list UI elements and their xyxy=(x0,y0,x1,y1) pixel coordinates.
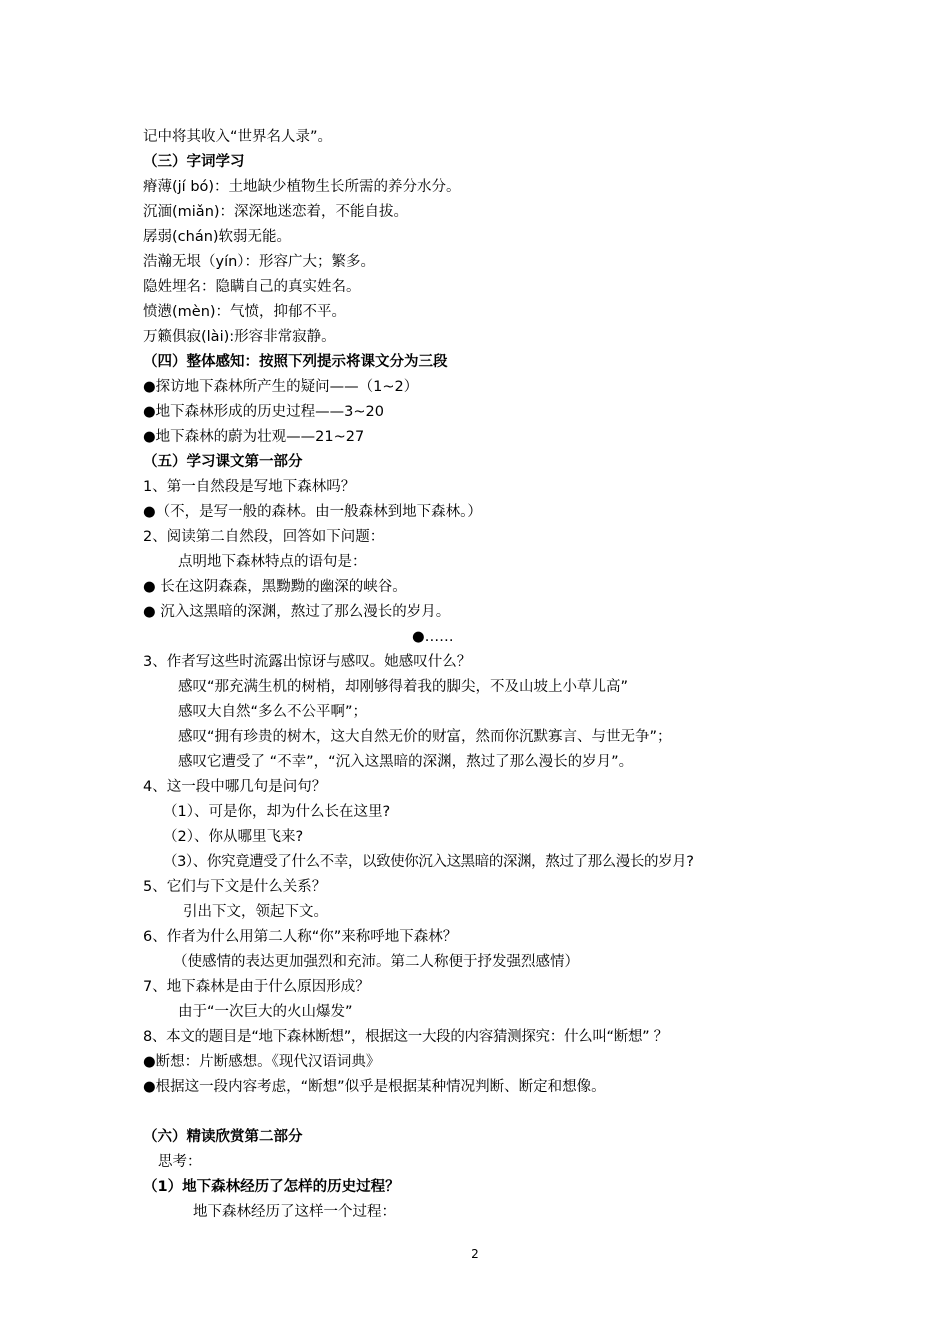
vocab-item: 万籁俱寂(lài):形容非常寂静。 xyxy=(143,329,336,345)
question: 7、地下森林是由于什么原因形成？ xyxy=(143,979,370,995)
bullet-item: ●探访地下森林所产生的疑问——（1~2） xyxy=(143,379,419,395)
question: 8、本文的题目是“地下森林断想”，根据这一大段的内容猜测探究：什么叫“断想” ？ xyxy=(143,1029,668,1045)
section-heading-4: （四）整体感知：按照下列提示将课文分为三段 xyxy=(143,354,448,370)
answer: 感叹“拥有珍贵的树木，这大自然无价的财富，然而你沉默寡言、与世无争”； xyxy=(178,729,672,745)
bullet-item: ● 沉入这黑暗的深渊，熬过了那么漫长的岁月。 xyxy=(143,604,451,620)
answer: 引出下文，领起下文。 xyxy=(183,904,328,920)
question: 6、作者为什么用第二人称“你”来称呼地下森林？ xyxy=(143,929,458,945)
question: 3、作者写这些时流露出惊讶与感叹。她感叹什么？ xyxy=(143,654,472,670)
question: 2、阅读第二自然段，回答如下问题： xyxy=(143,529,385,545)
bullet-item: ●地下森林的蔚为壮观——21~27 xyxy=(143,429,365,445)
answer: （1）、可是你，却为什么长在这里? xyxy=(163,804,391,820)
answer: 感叹大自然“多么不公平啊”； xyxy=(178,704,368,720)
bullet-item: ● 长在这阴森森，黑黝黝的幽深的峡谷。 xyxy=(143,579,407,595)
section-heading-5: （五）学习课文第一部分 xyxy=(143,454,303,470)
vocab-item: 隐姓埋名：隐瞒自己的真实姓名。 xyxy=(143,279,361,295)
question: 4、这一段中哪几句是问句？ xyxy=(143,779,327,795)
section-heading-6: （六）精读欣赏第二部分 xyxy=(143,1129,303,1145)
vocab-item: 瘠薄(jí bó)：土地缺少植物生长所需的养分水分。 xyxy=(143,179,461,195)
vocab-item: 沉湎(miǎn)：深深地迷恋着，不能自拔。 xyxy=(143,204,409,220)
answer: （使感情的表达更加强烈和充沛。第二人称便于抒发强烈感情） xyxy=(173,954,579,970)
answer: 感叹“那充满生机的树梢，却刚够得着我的脚尖，不及山坡上小草儿高” xyxy=(178,679,629,695)
bullet-item: ●…… xyxy=(412,629,454,645)
question: 1、第一自然段是写地下森林吗？ xyxy=(143,479,356,495)
sub-heading: （1）地下森林经历了怎样的历史过程？ xyxy=(143,1179,400,1195)
text-line: 记中将其收入“世界名人录”。 xyxy=(143,129,333,145)
text-line: 思考： xyxy=(158,1154,202,1170)
answer: 由于“一次巨大的火山爆发” xyxy=(178,1004,353,1020)
vocab-item: 浩瀚无垠（yín）：形容广大；繁多。 xyxy=(143,254,376,270)
bullet-item: ●根据这一段内容考虑，“断想”似乎是根据某种情况判断、断定和想像。 xyxy=(143,1079,606,1095)
answer: ●（不，是写一般的森林。由一般森林到地下森林。） xyxy=(143,504,482,520)
page-number: 2 xyxy=(471,1247,479,1261)
answer: （3）、你究竟遭受了什么不幸，以致使你沉入这黑暗的深渊，熬过了那么漫长的岁月? xyxy=(163,854,694,870)
answer: 感叹它遭受了 “不幸”，“沉入这黑暗的深渊，熬过了那么漫长的岁月”。 xyxy=(178,754,634,770)
answer: （2）、你从哪里飞来? xyxy=(163,829,304,845)
vocab-item: 愤懑(mèn)：气愤，抑郁不平。 xyxy=(143,304,347,320)
question: 5、它们与下文是什么关系？ xyxy=(143,879,327,895)
bullet-item: ●断想：片断感想。《现代汉语词典》 xyxy=(143,1054,381,1070)
section-heading-3: （三）字词学习 xyxy=(143,154,245,170)
text-line: 地下森林经历了这样一个过程： xyxy=(193,1204,396,1220)
answer: 点明地下森林特点的语句是： xyxy=(178,554,367,570)
vocab-item: 孱弱(chán)软弱无能。 xyxy=(143,229,292,245)
bullet-item: ●地下森林形成的历史过程——3~20 xyxy=(143,404,384,420)
